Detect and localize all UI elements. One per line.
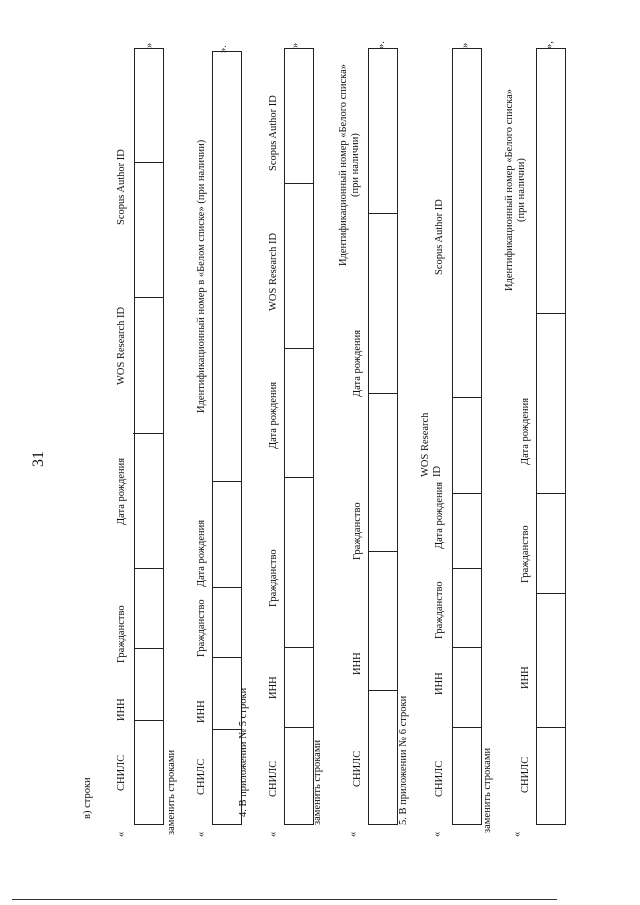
column-header-birth-date: Дата рождения [268, 381, 279, 449]
close-quote: » [290, 42, 301, 48]
column-divider [134, 648, 164, 649]
column-divider [134, 568, 164, 569]
column-header-inn: ИНН [116, 698, 127, 721]
column-divider [536, 727, 566, 728]
column-header-citizenship: Гражданство [268, 549, 279, 607]
column-header-wos-id [420, 413, 444, 477]
open-quote: « [268, 831, 279, 837]
column-header-whitelist-id [504, 65, 528, 315]
column-header-snils: СНИЛС [434, 760, 445, 797]
table-bottom-rule [565, 49, 566, 824]
column-header-birth-date: Дата рождения [434, 481, 445, 549]
data-table [452, 48, 482, 825]
table-top-rule [452, 49, 453, 824]
close-quote: », [544, 41, 555, 49]
column-divider [368, 551, 398, 552]
column-divider [133, 433, 164, 434]
column-header-scopus-id: Scopus Author ID [268, 95, 279, 171]
column-divider [452, 568, 482, 569]
whitelist-header-line1: Идентификационный номер «Белого списка» [504, 88, 515, 292]
column-divider [284, 727, 314, 728]
open-quote: « [348, 831, 359, 837]
column-header-snils: СНИЛС [520, 756, 531, 793]
column-header-snils: СНИЛС [116, 754, 127, 791]
column-divider [134, 720, 164, 721]
column-header-citizenship: Гражданство [434, 581, 445, 639]
open-quote: « [116, 831, 127, 837]
column-divider [212, 587, 242, 588]
whitelist-header-line2: (при наличии) [350, 133, 361, 197]
table-top-rule [284, 49, 285, 824]
column-header-snils: СНИЛС [268, 760, 279, 797]
column-header-scopus-id: Scopus Author ID [434, 199, 445, 275]
column-header-citizenship: Гражданство [116, 605, 127, 663]
column-header-inn: ИНН [196, 700, 207, 723]
close-quote: » [460, 42, 471, 48]
open-quote: « [512, 831, 523, 837]
data-table [134, 48, 164, 825]
column-divider [452, 647, 482, 648]
column-header-wos-id: WOS Research ID [116, 306, 127, 385]
column-header-inn: ИНН [434, 672, 445, 695]
whitelist-header-line2: (при наличии) [516, 158, 527, 222]
column-divider [536, 313, 566, 314]
column-header-citizenship: Гражданство [196, 599, 207, 657]
page-number: 31 [30, 451, 47, 467]
close-quote: » [144, 42, 155, 48]
column-divider [452, 397, 482, 398]
column-divider [284, 348, 314, 349]
column-divider [452, 493, 482, 494]
table-top-rule [212, 52, 213, 824]
column-header-inn: ИНН [520, 666, 531, 689]
column-divider [368, 213, 398, 214]
table-bottom-rule [313, 49, 314, 824]
column-divider [134, 297, 164, 298]
table-bottom-rule [163, 49, 164, 824]
column-divider [368, 690, 398, 691]
section-c-rows-label: в) строки [82, 777, 93, 819]
close-quote: ». [218, 45, 229, 53]
column-header-snils: СНИЛС [196, 758, 207, 795]
column-header-wos-id: WOS Research ID [268, 232, 279, 311]
column-header-birth-date: Дата рождения [196, 519, 207, 587]
wos-header-line2: ID [432, 465, 443, 477]
column-header-whitelist-id: Идентификационный номер в «Белом списке» (при наличии) [196, 139, 207, 413]
column-header-whitelist-id [338, 45, 362, 285]
column-divider [368, 393, 398, 394]
annex5-rows-label: 4. В приложении № 5 строки [238, 687, 249, 817]
column-header-inn: ИНН [268, 676, 279, 699]
wos-header-line1: WOS Research [420, 412, 431, 477]
open-quote: « [196, 831, 207, 837]
column-divider [284, 183, 314, 184]
data-table [284, 48, 314, 825]
column-divider [212, 657, 242, 658]
close-quote: ». [376, 41, 387, 49]
table-bottom-rule [481, 49, 482, 824]
column-header-inn: ИНН [352, 652, 363, 675]
column-divider [212, 481, 242, 482]
column-header-citizenship: Гражданство [520, 525, 531, 583]
replace-rows-label: заменить строками [166, 749, 177, 835]
column-header-birth-date: Дата рождения [520, 397, 531, 465]
column-divider [134, 162, 164, 163]
column-header-scopus-id: Scopus Author ID [116, 149, 127, 225]
table-top-rule [536, 49, 537, 824]
column-divider [452, 727, 482, 728]
table-top-rule [368, 49, 369, 824]
replace-rows-label: заменить строками [312, 739, 323, 825]
column-divider [284, 647, 314, 648]
table-top-rule [134, 49, 135, 824]
column-divider [284, 477, 314, 478]
open-quote: « [432, 831, 443, 837]
column-header-birth-date: Дата рождения [116, 457, 127, 525]
column-divider [536, 493, 566, 494]
column-header-snils: СНИЛС [352, 750, 363, 787]
data-table [536, 48, 566, 825]
replace-rows-label: заменить строками [482, 747, 493, 833]
column-divider [536, 593, 566, 594]
column-header-citizenship: Гражданство [352, 502, 363, 560]
column-header-birth-date: Дата рождения [352, 329, 363, 397]
annex6-rows-label: 5. В приложении № 6 строки [398, 695, 409, 825]
whitelist-header-line1: Идентификационный номер «Белого списка» [338, 63, 349, 267]
data-table [368, 48, 398, 825]
